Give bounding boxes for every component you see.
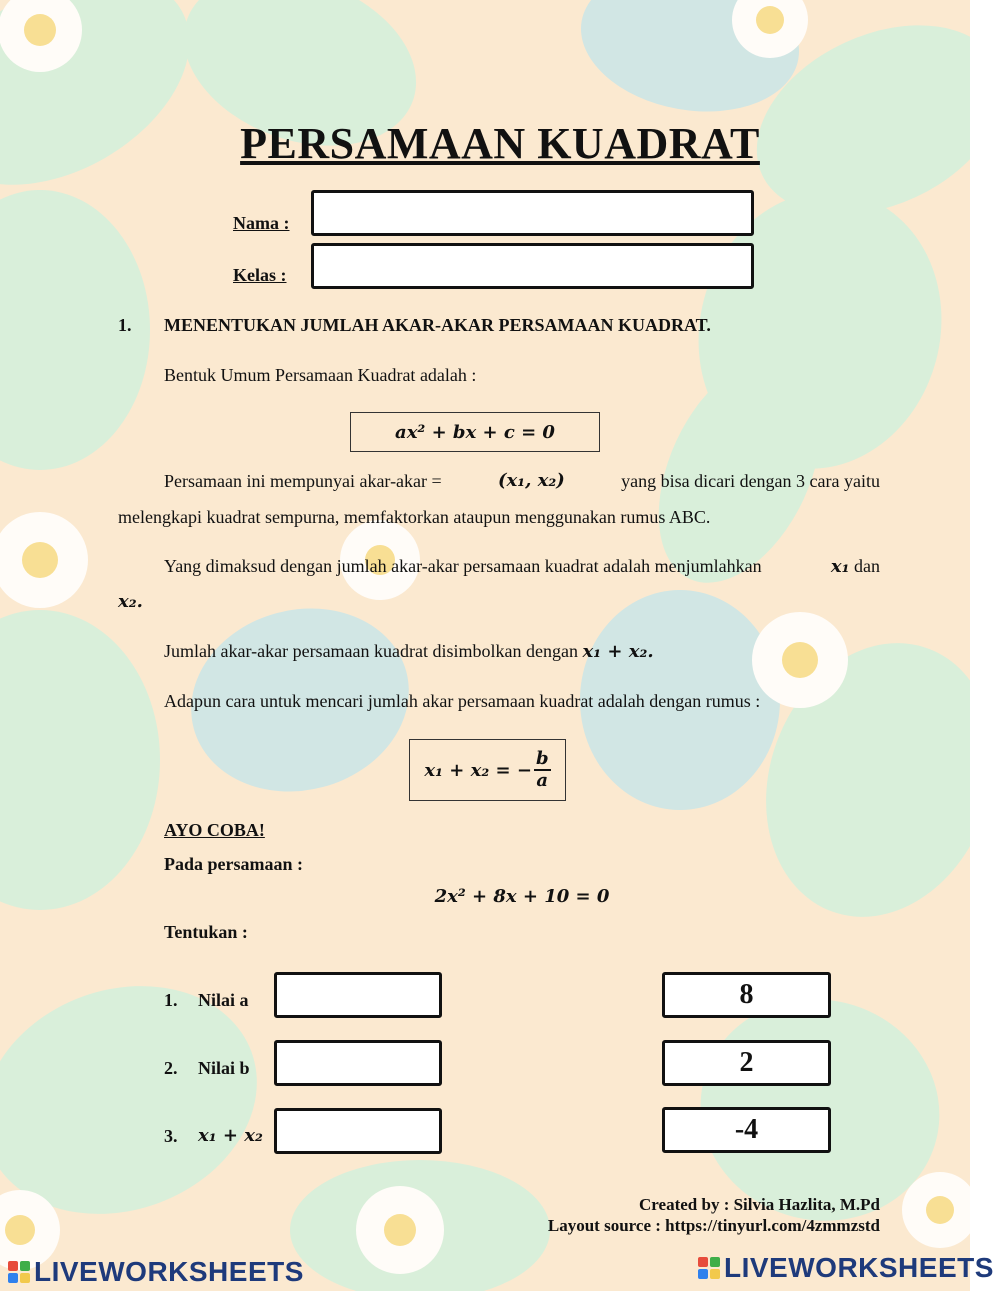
sum-symbol: x₁ + x₂. <box>582 641 654 662</box>
paragraph-roots-text-b: yang bisa dicari dengan 3 cara yaitu <box>621 471 880 491</box>
nama-label: Nama : <box>233 213 290 233</box>
paragraph-roots-text-a: Persamaan ini mempunyai akar-akar = <box>164 471 442 491</box>
kelas-label: Kelas : <box>233 265 287 285</box>
paragraph-sum-symbol <box>164 638 654 665</box>
option-minus-4[interactable]: -4 <box>662 1107 831 1153</box>
brand-name: LIVEWORKSHEETS <box>724 1252 994 1283</box>
page-title: PERSAMAAN KUADRAT <box>240 119 760 168</box>
item-2-label: Nilai b <box>198 1058 250 1078</box>
practice-equation: 2x² + 8x + 10 = 0 <box>434 886 610 907</box>
paragraph-sum-definition-text: Yang dimaksud dengan jumlah akar-akar persamaan kuadrat adalah menjumlahkan <box>164 556 762 576</box>
item-1-number: 1. <box>164 990 178 1010</box>
brand-name: LIVEWORKSHEETS <box>34 1256 304 1287</box>
practice-task: Tentukan : <box>164 922 248 942</box>
paragraph-sum-definition-dan: dan <box>849 556 880 576</box>
paragraph-formula-intro: Adapun cara untuk mencari jumlah akar persamaan kuadrat adalah dengan rumus : <box>164 691 761 711</box>
paragraph-roots-line2: melengkapi kuadrat sempurna, memfaktorkan ataupun menggunakan rumus ABC. <box>118 507 711 527</box>
formula-lhs: x₁ + x₂ = − <box>424 759 532 781</box>
formula-numerator: b <box>535 748 549 769</box>
practice-heading: AYO COBA! <box>164 820 265 840</box>
credit-author: Created by : Silvia Hazlita, M.Pd <box>639 1195 880 1214</box>
section-number: 1. <box>118 315 132 335</box>
practice-intro: Pada persamaan : <box>164 854 303 874</box>
general-form-box <box>350 412 600 452</box>
formula-box <box>409 739 566 801</box>
formula-fraction <box>534 749 551 791</box>
item-3-number: 3. <box>164 1126 178 1146</box>
paragraph-general-form-intro: Bentuk Umum Persamaan Kuadrat adalah : <box>164 365 477 385</box>
credit-layout-source: Layout source : https://tinyurl.com/4zmmzstd <box>547 1216 880 1235</box>
item-1-label: Nilai a <box>198 990 249 1010</box>
option-2[interactable]: 2 <box>662 1040 831 1086</box>
paragraph-sum-symbol-text: Jumlah akar-akar persamaan kuadrat disimbolkan dengan <box>164 641 583 661</box>
option-8[interactable]: 8 <box>662 972 831 1018</box>
paragraph-sum-definition <box>164 553 880 580</box>
item-3-label: x₁ + x₂ <box>198 1125 263 1146</box>
x2-symbol: x₂. <box>118 591 143 612</box>
section-heading: MENENTUKAN JUMLAH AKAR-AKAR PERSAMAAN KUADRAT. <box>164 315 711 335</box>
roots-symbol: (x₁, x₂) <box>498 470 565 491</box>
answer-drop-a[interactable] <box>274 972 442 1018</box>
formula-denominator: a <box>536 770 549 791</box>
brand-logo-icon <box>698 1257 720 1279</box>
brand-logo-icon <box>8 1261 30 1283</box>
brand-left <box>8 1256 304 1288</box>
answer-drop-b[interactable] <box>274 1040 442 1086</box>
kelas-input[interactable] <box>311 243 754 289</box>
paragraph-roots-line1 <box>164 468 880 494</box>
x1-symbol: x₁ <box>830 556 850 577</box>
brand-right <box>698 1252 994 1284</box>
general-form-equation: ax² + bx + c = 0 <box>395 421 555 443</box>
answer-drop-sum[interactable] <box>274 1108 442 1154</box>
nama-input[interactable] <box>311 190 754 236</box>
item-2-number: 2. <box>164 1058 178 1078</box>
